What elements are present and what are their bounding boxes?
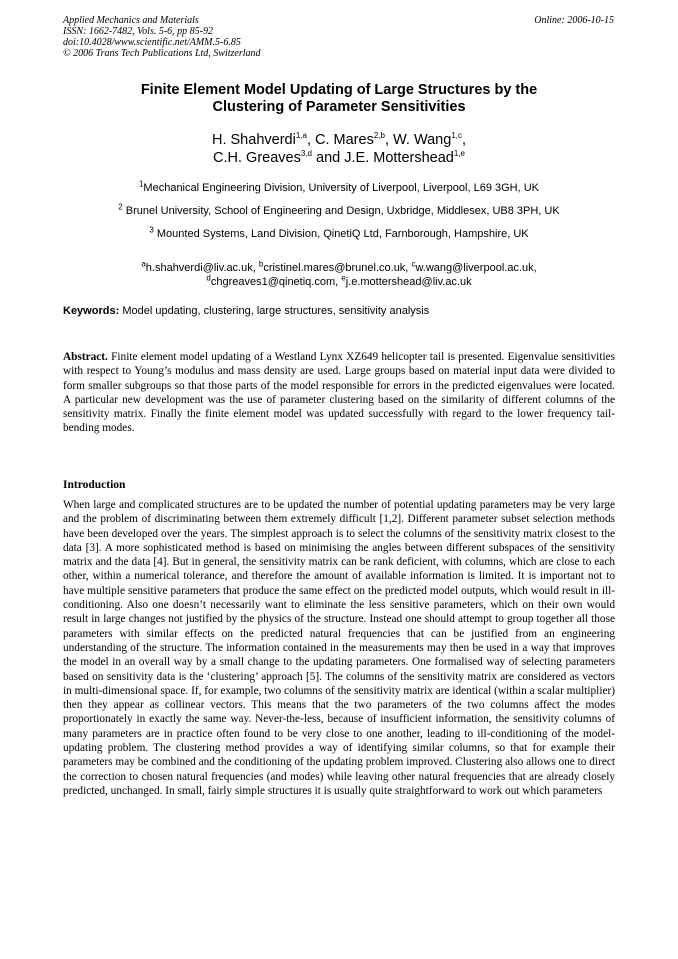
abstract: [63, 350, 615, 436]
email-mark: d: [206, 273, 211, 283]
authors-line-1: H. Shahverdi$^{1,a}$, C. Mares$^{2,b}$, W. Wang$^{1,c}$,: [211, 131, 467, 148]
journal-name: Applied Mechanics and Materials: [63, 15, 199, 26]
title-line-1: Finite Element Model Updating of Large Structures by the: [140, 82, 538, 98]
email-mark: e: [341, 273, 346, 283]
author-affiliation-mark: 1,e: [453, 149, 465, 159]
author-emails: [63, 261, 615, 289]
author-list: [63, 131, 615, 167]
keywords: [63, 304, 615, 318]
author-conjunction: and: [316, 150, 341, 166]
online-date: Online: 2006-10-15: [534, 15, 614, 26]
affiliation-3: [63, 225, 615, 241]
author-affiliation-mark: 2,b: [373, 131, 385, 141]
affiliation-mark: 2: [118, 202, 123, 212]
affiliation-text: Mounted Systems, Land Division, QinetiQ Ltd, Farnborough, Hampshire, UK: [156, 228, 529, 240]
email-link[interactable]: j.e.mottershead@liv.ac.uk: [345, 276, 472, 288]
issn-line: ISSN: 1662-7482, Vols. 5-6, pp 85-92: [63, 26, 213, 37]
introduction-text: When large and complicated structures are to be updated the number of potential updating parameters may be very large and the problem of discriminating between them extremely difficult [1,2]. Different parameter subset selection methods have been developed over the years. The simplest approach is to select the columns of the sensitivity matrix closest to the data [3]. A more sophisticated method is based on minimising the angles between different subspaces of the sensitivity matrix and the data [4]. But in general, the sensitivity matrix can be rank deficient, with columns, which are close to each other, within a numerical tolerance, and therefore the amount of available information is limited. It is important not to have multiple sensitive parameters that produce the same effect on the predicted model outputs, which would result in ill-conditioning. Also one doesn’t necessarily want to eliminate the less sensitive parameters, which on their own would result in large changes not justified by the physics of the structure. Instead one should attempt to group together all those parameters with similar effects on the predicted natural frequencies that can be justified from an engineering understanding of the structure. The information contained in the measurements may then be used in a way that improves the model in an overall way by a small change to the updating parameters. One formalised way of selecting parameters based on sensitivity data is the ‘clustering’ approach [5]. The columns of the sensitivity matrix are considered as vectors in multi-dimensional space. If, for example, two columns of the sensitivity matrix are identical (within a scalar multiplier) then they appear as collinear vectors. This means that the two parameters of the two columns affect the modes proportionately in exactly the same way. Never-the-less, because of insufficient information, the sensitivity columns of many parameters are in practice often found to be very close to one another, leading to ill-conditioning of the model-updating problem. The clustering method provides a way of identifying similar columns, so that for example their parameters may be combined and the conditioning of the updating problem improved. Clustering also allows one to direct the correction to chosen natural frequencies (and modes) while leaving other natural frequencies that are already closely predicted, unchanged. In small, fairly simple structures it is usually quite straightforward to work out which parameters: [63, 499, 615, 797]
keywords-text: Model updating, clustering, large structures, sensitivity analysis: [122, 305, 430, 317]
keywords-label: Keywords:: [63, 305, 120, 317]
email-link[interactable]: chgreaves1@qinetiq.com,: [210, 276, 339, 288]
affiliation-1: [63, 179, 615, 195]
copyright-line: © 2006 Trans Tech Publications Ltd, Switzerland: [63, 48, 261, 59]
author-name: J.E. Mottershead: [344, 150, 454, 166]
email-mark: a: [141, 259, 146, 269]
emails-line-2: [63, 275, 615, 289]
author-name: C.H. Greaves: [213, 150, 301, 166]
author-name: W. Wang: [393, 132, 452, 148]
email-link[interactable]: w.wang@liverpool.ac.uk,: [415, 262, 537, 274]
author-name: C. Mares: [315, 132, 374, 148]
section-heading-introduction: Introduction: [63, 479, 126, 491]
abstract-text: Finite element model updating of a Westland Lynx XZ649 helicopter tail is presented. Eigenvalue sensitivities with respect to Young’s modulus and mass density are used. Large groups based on material input data were divided to form smaller subgroups so that those parts of the model responsible for errors in the predicted eigenvalues were located. A particular new development was the use of parameter clustering based on the similarity of different columns of the sensitivity matrix. Finally the finite element model was updated successfully with regard to the lower frequency tail-bending modes.: [63, 351, 616, 435]
authors-line-2: [63, 149, 615, 167]
email-link[interactable]: cristinel.mares@brunel.co.uk,: [263, 262, 409, 274]
author-affiliation-mark: 1,a: [295, 131, 307, 141]
journal-header: [63, 15, 483, 59]
affiliation-mark: 3: [149, 225, 154, 235]
affiliation-text: Mechanical Engineering Division, University of Liverpool, Liverpool, L69 3GH, UK: [143, 182, 540, 194]
abstract-label: Abstract.: [63, 351, 108, 363]
author-affiliation-mark: 3,d: [300, 149, 312, 159]
email-mark: b: [258, 259, 264, 269]
emails-line-1: [63, 261, 615, 275]
affiliation-mark: 1: [138, 179, 144, 189]
title-line-2: Clustering of Parameter Sensitivities: [212, 99, 466, 115]
email-link[interactable]: h.shahverdi@liv.ac.uk,: [145, 262, 256, 274]
author-affiliation-mark: 1,c: [451, 131, 462, 141]
email-mark: c: [411, 259, 416, 269]
author-name: H. Shahverdi: [211, 132, 296, 148]
affiliation-2: [63, 202, 615, 218]
doi-line[interactable]: doi:10.4028/www.scientific.net/AMM.5-6.85: [63, 37, 241, 48]
paper-title: [63, 82, 615, 116]
affiliation-text: Brunel University, School of Engineering and Design, Uxbridge, Middlesex, UB8 3PH, UK: [125, 205, 560, 217]
